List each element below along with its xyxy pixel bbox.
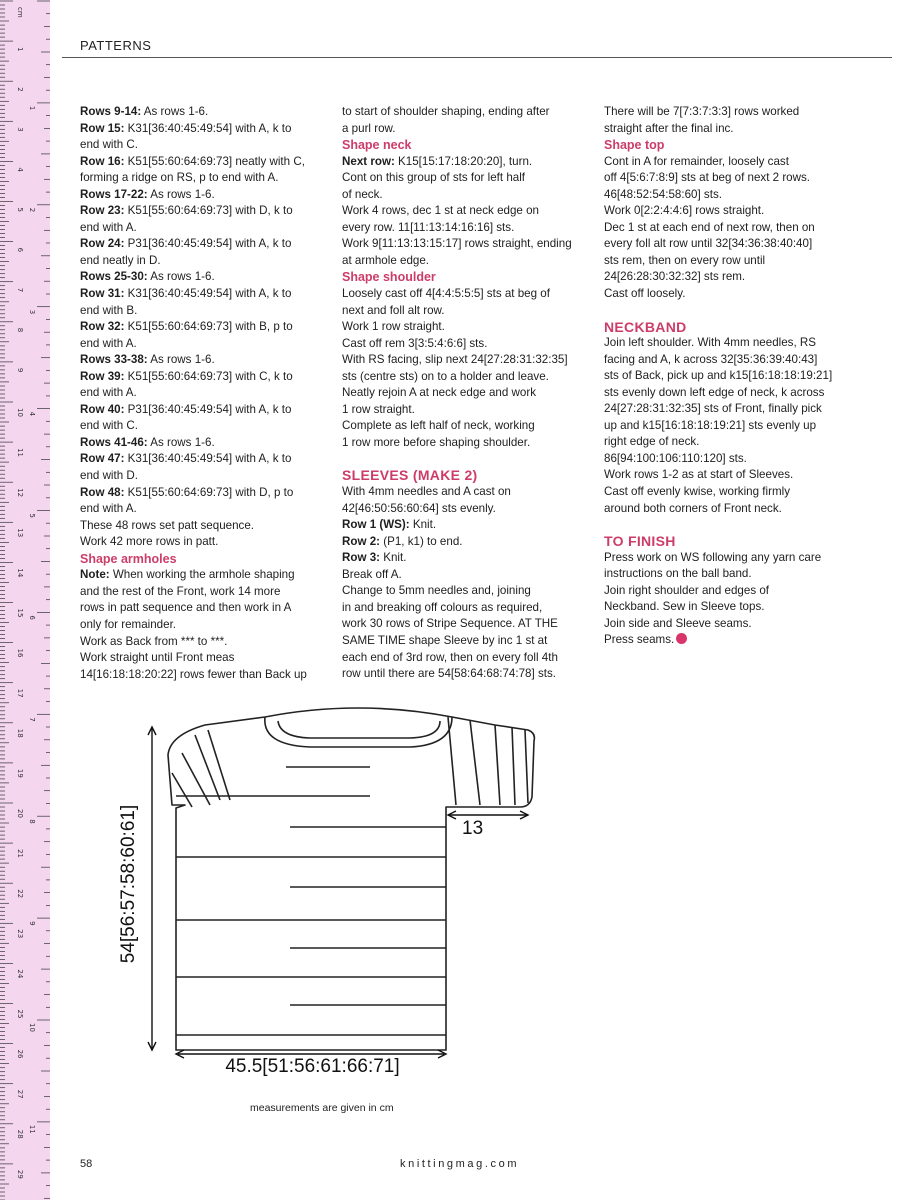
ruler-inch-label: 3 [28,309,36,315]
row-instruction: Row 24: P31[36:40:45:49:54] with A, k to [80,237,292,251]
row-instruction: Row 47: K31[36:40:45:49:54] with A, k to [80,452,292,466]
ruler-cm-label: 18 [16,728,24,738]
ruler-inch-label: 8 [28,819,36,824]
ruler-cm-label: 7 [16,287,24,293]
ruler-cm-label: 8 [16,327,24,333]
subheading-shape-shoulder: Shape shoulder [342,270,436,285]
row-instruction: Row 3: Knit. [342,551,407,565]
ruler-cm-label: 14 [16,568,24,578]
ruler-cm-label: 20 [16,809,24,818]
ruler-cm-label: 5 [16,207,24,212]
heading-sleeves: SLEEVES (MAKE 2) [342,467,478,484]
row-instruction: Row 15: K31[36:40:45:49:54] with A, k to [80,121,292,135]
header-divider [62,57,892,58]
ruler-inch-label: 2 [28,207,36,213]
ruler-cm-label: cm [16,7,24,18]
section-header: PATTERNS [80,38,152,53]
row-instruction: Next row: K15[15:17:18:20:20], turn. [342,154,533,168]
row-instruction: Row 2: (P1, k1) to end. [342,534,463,548]
ruler-cm-label: 12 [16,488,24,498]
ruler-cm-label: 28 [16,1129,24,1139]
sleeve-measurement: 13 [462,818,484,839]
row-instruction: Rows 41-46: As rows 1-6. [80,435,215,449]
row-instruction: Rows 9-14: As rows 1-6. [80,105,209,118]
ruler-inch-label: 1 [28,105,36,111]
ruler-inch-label: 4 [28,411,36,417]
ruler-cm-label: 23 [16,929,24,939]
width-measurement: 45.5[51:56:61:66:71] [225,1056,400,1077]
ruler-inch-label: 6 [28,615,36,620]
subheading-shape-armholes: Shape armholes [80,551,177,566]
ruler-cm-label: 9 [16,367,24,373]
neckline [265,717,452,747]
row-instruction: Row 39: K51[55:60:64:69:73] with C, k to [80,369,293,383]
ruler-cm-label: 2 [16,87,24,92]
ruler-cm-label: 13 [16,528,24,538]
ruler-cm-label: 3 [16,127,24,132]
ruler-cm-label: 29 [16,1169,24,1179]
page-number: 58 [80,1158,93,1170]
subheading-shape-top: Shape top [604,138,665,153]
ruler-cm-label: 17 [16,688,24,698]
row-instruction: Rows 33-38: As rows 1-6. [80,353,215,367]
ruler-inch-label: 11 [28,1124,36,1134]
ruler-cm-label: 4 [16,167,24,172]
ruler-cm-label: 24 [16,969,24,979]
subheading-shape-neck: Shape neck [342,138,412,153]
ruler-cm-label: 26 [16,1049,24,1059]
ruler-cm-label: 10 [16,408,24,417]
ruler-cm-label: 6 [16,247,24,253]
row-instruction: Row 31: K31[36:40:45:49:54] with A, k to [80,287,292,301]
ruler-cm-label: 19 [16,768,24,778]
heading-neckband: NECKBAND [604,318,687,335]
footer-website: knittingmag.com [400,1158,520,1170]
ruler-ticks [0,0,50,1200]
row-instruction: Row 32: K51[55:60:64:69:73] with B, p to [80,320,293,334]
heading-to-finish: TO FINISH [604,533,676,550]
ruler-cm-label: 15 [16,608,24,618]
length-measurement: 54[56:57:58:60:61] [118,804,139,964]
ruler-inch-label: 10 [28,1023,36,1032]
row-instruction: Row 40: P31[36:40:45:49:54] with A, k to [80,402,292,416]
ruler-cm-label: 25 [16,1009,24,1019]
row-instruction: Rows 25-30: As rows 1-6. [80,270,215,284]
ruler-cm-label: 11 [16,448,24,458]
ruler-inch-label: 9 [28,921,36,926]
text-column-1: Rows 9-14: As rows 1-6. Row 15: K31[36:40:45:49:54] with A, k to end with C. Row 16: K51[55:60:64:69:73] neatly with C, forming a ridge on RS, p to end with A. Rows 17-22: As rows 1-6. Row 23: K51[55:60:64:69:73] with D, k to end with A. Row 24: P31[36:40:45:49:54] with A, k to end neatly in D. Rows 25-30: As rows 1-6. Row 31: K31[36:40:45:49:54] with A, k to end with B. Row 32: K51[55:60:64:69:73] with B, p to end with A. Rows 33-38: As rows 1-6. Row 39: K51[55:60:64:69:73] with C, k to end with A. Row 40: P31[36:40:45:49:54] with A, k to end with C. Rows 41-46: As rows 1-6. Row 47: K31[36:40:45:49:54] with A, k to end with D. Row 48: K51[55:60:64:69:73] with D, p to end with A. These 48 rows set patt sequence. Work 42 more rows in patt. Shape armholes Note: When working the armhole shaping and the rest of the Front, work 14 more rows in patt sequence and then work in A only for remainder. Work as Back from *** to ***. Work straight until Front meas 14[16:18:18:20:22] rows fewer than Back up [80,104,325,683]
note: Note: When working the armhole shaping [80,568,295,582]
diagram-caption: measurements are given in cm [250,1102,394,1114]
row-instruction: Rows 17-22: As rows 1-6. [80,187,215,201]
sweater-schematic [110,705,550,1105]
row-instruction: Row 23: K51[55:60:64:69:73] with D, k to [80,204,293,218]
ruler-cm-label: 16 [16,648,24,658]
ruler-cm-label: 22 [16,889,24,899]
row-instruction: Row 1 (WS): Knit. [342,518,437,532]
text-column-3: There will be 7[7:3:7:3:3] rows worked straight after the final inc. Shape top Cont in A for remainder, loosely cast off 4[5:6:7:8:9] sts at beg of next 2 rows. 46[48:52:54:58:60] sts. Work 0[2:2:4:4:6] rows straight. Dec 1 st at each end of next row, then on every foll alt row until 32[34:36:38:40:40] sts rem, then on every row until 24[26:28:30:32:32] sts rem. Cast off loosely. NECKBAND Join left shoulder. With 4mm needles, RS facing and A, k across 32[35:36:39:40:43] sts of Back, pick up and k15[16:18:18:19:21] sts evenly down left edge of neck, k across 24[27:28:31:32:35] sts of Front, finally pick up and k15[16:18:18:19:21] sts evenly up right edge of neck. 86[94:100:106:110:120] sts. Work rows 1-2 as at start of Sleeves. Cast off evenly kwise, working firmly around both corners of Front neck. TO FINISH Press work on WS following any yarn care instructions on the ball band. Join right shoulder and edges of Neckband. Sew in Sleeve tops. Join side and Sleeve seams. Press seams. [604,104,854,649]
yarn-ball-icon [676,633,687,644]
text-column-2: to start of shoulder shaping, ending after a purl row. Shape neck Next row: K15[15:17:18:20:20], turn. Cont on this group of sts for left half of neck. Work 4 rows, dec 1 st at neck edge on every row. 11[11:13:14:16:16] sts. Work 9[11:13:13:15:17] rows straight, ending at armhole edge. Shape shoulder Loosely cast off 4[4:4:5:5:5] sts at beg of next and foll alt row. Work 1 row straight. Cast off rem 3[3:5:4:6:6] sts. With RS facing, slip next 24[27:28:31:32:35] sts (centre sts) on to a holder and leave. Neatly rejoin A at neck edge and work 1 row straight. Complete as left half of neck, working 1 row more before shaping shoulder. SLEEVES (MAKE 2) With 4mm needles and A cast on 42[46:50:56:60:64] sts evenly. Row 1 (WS): Knit. Row 2: (P1, k1) to end. Row 3: Knit. Break off A. Change to 5mm needles and, joining in and breaking off colours as required, work 30 rows of Stripe Sequence. AT THE SAME TIME shape Sleeve by inc 1 st at each end of 3rd row, then on every foll 4th row until there are 54[58:64:68:74:78] sts. [342,104,587,683]
ruler-cm-label: 27 [16,1089,24,1099]
sweater-outline [168,708,534,1050]
row-instruction: Row 48: K51[55:60:64:69:73] with D, p to [80,485,294,499]
measuring-ruler [0,0,50,1200]
row-instruction: Row 16: K51[55:60:64:69:73] neatly with C, [80,154,305,168]
ruler-inch-label: 5 [28,513,36,518]
ruler-cm-label: 21 [16,849,24,859]
ruler-cm-label: 1 [16,47,24,52]
ruler-inch-label: 7 [28,717,36,722]
